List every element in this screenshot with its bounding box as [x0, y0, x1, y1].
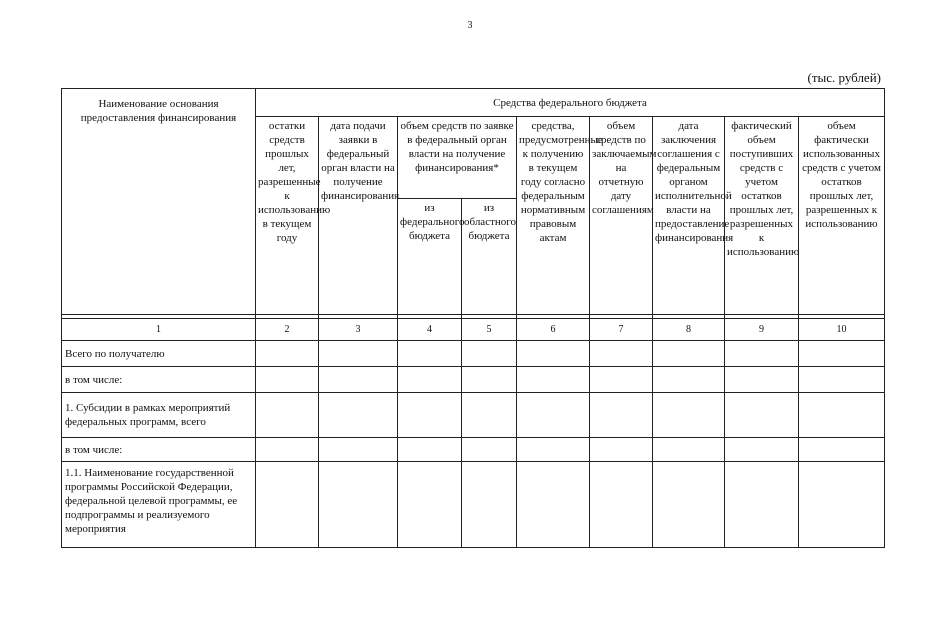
row-label: в том числе:: [62, 438, 256, 462]
header-col-9: фактический объем поступивших средств с учетом остатков прошлых лет, разрешенных к использованию: [725, 117, 799, 315]
header-col-4: из федерального бюджета: [398, 199, 462, 315]
column-number: 2: [256, 319, 319, 341]
column-number: 5: [462, 319, 517, 341]
header-col-2: остатки средств прошлых лет, разрешенные к использованию в текущем году: [256, 117, 319, 315]
row-label: 1. Субсидии в рамках мероприятий федеральных программ, всего: [62, 393, 256, 438]
table-row: [62, 393, 885, 438]
column-number: 4: [398, 319, 462, 341]
units-label: (тыс. рублей): [807, 70, 881, 85]
table-row: [62, 341, 885, 367]
table-row: [62, 462, 885, 548]
column-number: 8: [653, 319, 725, 341]
header-col-8: дата заключения соглашения с федеральным органом исполнительной власти на предоставление финансирования: [653, 117, 725, 315]
header-basis-name: Наименование основания предоставления финансирования: [62, 89, 256, 315]
header-col-6: средства, предусмотренные к получению в текущем году согласно федеральным нормативным правовым актам: [517, 117, 590, 315]
financing-table: [61, 88, 885, 548]
header-col-4-5: объем средств по заявке в федеральный орган власти на получение финансирования*: [398, 117, 517, 199]
header-col-7: объем средств по заключаемым на отчетную дату соглашениям: [590, 117, 653, 315]
column-number: 9: [725, 319, 799, 341]
column-number: 10: [799, 319, 885, 341]
column-number: 6: [517, 319, 590, 341]
table-row: [62, 438, 885, 462]
row-label: 1.1. Наименование государственной программы Российской Федерации, федеральной целевой программы, ее подпрограммы и реализуемого мероприятия: [62, 462, 256, 548]
row-label: в том числе:: [62, 367, 256, 393]
column-number: 1: [62, 319, 256, 341]
column-number: 3: [319, 319, 398, 341]
header-col-10: объем фактически использованных средств с учетом остатков прошлых лет, разрешенных к использованию: [799, 117, 885, 315]
page-number: 3: [467, 20, 473, 31]
column-number-row: [62, 319, 885, 341]
header-col-5: из областного бюджета: [462, 199, 517, 315]
row-label: Всего по получателю: [62, 341, 256, 367]
table-row: [62, 367, 885, 393]
column-number: 7: [590, 319, 653, 341]
header-col-3: дата подачи заявки в федеральный орган власти на получение финансирования: [319, 117, 398, 315]
header-federal-budget-funds: Средства федерального бюджета: [256, 89, 885, 117]
